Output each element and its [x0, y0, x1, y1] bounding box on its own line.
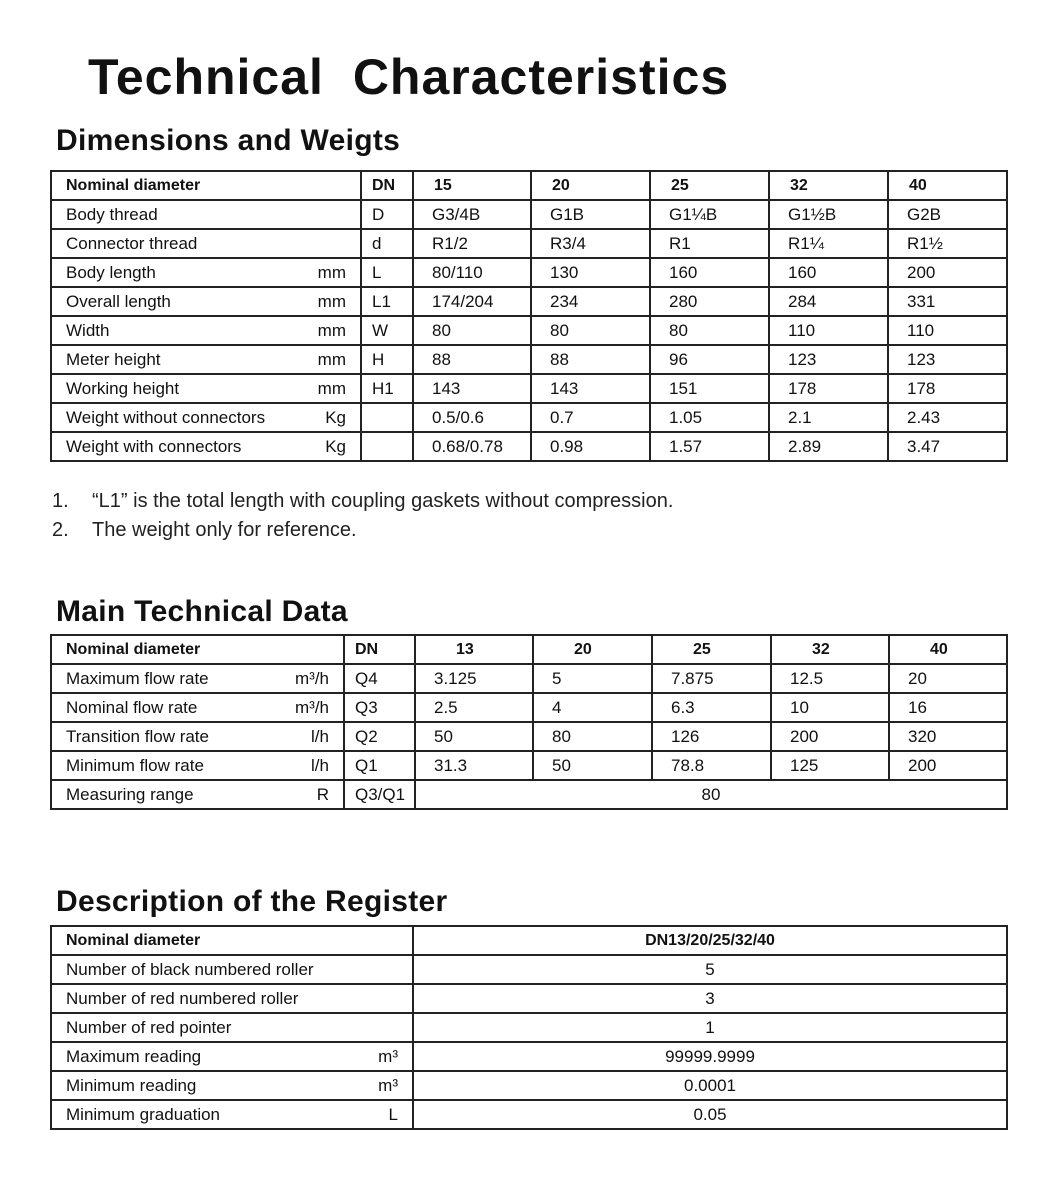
value-cell: 200: [889, 751, 1007, 780]
value-cell: 88: [531, 345, 650, 374]
table-row: [51, 1071, 1007, 1100]
measuring-range-row: [51, 780, 1007, 809]
table-row: [51, 693, 1007, 722]
value-cell: 50: [415, 722, 533, 751]
dimensions-table: [50, 170, 1008, 462]
table-row: [51, 403, 1007, 432]
value-cell: 320: [889, 722, 1007, 751]
row-label: Meter height: [66, 349, 161, 369]
row-label-cell: [51, 345, 361, 374]
row-label: Nominal flow rate: [66, 697, 198, 717]
value-cell: 0.0001: [413, 1071, 1007, 1100]
row-symbol: W: [361, 316, 413, 345]
row-label-cell: [51, 374, 361, 403]
row-label: Number of red pointer: [66, 1017, 232, 1037]
value-cell: 40: [889, 635, 1007, 664]
row-label: Minimum reading: [66, 1075, 197, 1095]
row-label-cell: [51, 693, 344, 722]
row-symbol: H1: [361, 374, 413, 403]
register-section-title: Description of the Register: [56, 885, 448, 918]
row-label: Overall length: [66, 291, 171, 311]
row-unit: Kg: [325, 436, 346, 456]
value-cell: 280: [650, 287, 769, 316]
row-unit: m³/h: [295, 697, 329, 717]
value-cell: 13: [415, 635, 533, 664]
row-unit: L: [388, 1104, 398, 1124]
row-label: Width: [66, 320, 110, 340]
value-cell: G1B: [531, 200, 650, 229]
table-row: [51, 1100, 1007, 1129]
row-symbol: H: [361, 345, 413, 374]
row-label-cell: [51, 635, 344, 664]
row-label: Nominal diameter: [66, 640, 201, 658]
row-symbol: Q2: [344, 722, 415, 751]
note-number: 1.: [52, 490, 69, 512]
table-row: [51, 345, 1007, 374]
value-cell: 0.68/0.78: [413, 432, 531, 461]
row-label: Body length: [66, 262, 156, 282]
dimensions-section-title: Dimensions and Weigts: [56, 124, 401, 157]
row-symbol: DN: [344, 635, 415, 664]
value-cell: 80: [650, 316, 769, 345]
table-row: [51, 316, 1007, 345]
value-cell: G2B: [888, 200, 1007, 229]
value-cell: 0.05: [413, 1100, 1007, 1129]
value-cell: 178: [888, 374, 1007, 403]
value-cell: 31.3: [415, 751, 533, 780]
row-label: Working height: [66, 378, 180, 398]
row-unit: l/h: [311, 755, 329, 775]
row-symbol: [361, 403, 413, 432]
value-cell: 32: [771, 635, 889, 664]
row-unit: Kg: [325, 407, 346, 427]
value-cell: 78.8: [652, 751, 771, 780]
value-cell: 7.875: [652, 664, 771, 693]
row-label: Weight without connectors: [66, 407, 266, 427]
value-cell: 25: [652, 635, 771, 664]
row-symbol: L1: [361, 287, 413, 316]
value-cell: R3/4: [531, 229, 650, 258]
value-cell: 160: [769, 258, 888, 287]
row-label-cell: [51, 432, 361, 461]
value-cell: DN13/20/25/32/40: [413, 926, 1007, 955]
table-row: [51, 955, 1007, 984]
table-row: [51, 432, 1007, 461]
row-unit: mm: [317, 291, 346, 311]
row-unit: mm: [317, 378, 346, 398]
value-cell: 1.05: [650, 403, 769, 432]
row-symbol: Q3/Q1: [344, 780, 415, 809]
row-label-cell: [51, 984, 413, 1013]
value-cell: 151: [650, 374, 769, 403]
table-row: [51, 200, 1007, 229]
row-label: Minimum graduation: [66, 1104, 221, 1124]
row-label: Maximum flow rate: [66, 668, 209, 688]
row-unit: mm: [317, 262, 346, 282]
row-symbol: Q1: [344, 751, 415, 780]
measuring-range-value: 80: [415, 780, 1007, 809]
value-cell: G3/4B: [413, 200, 531, 229]
row-label: Number of black numbered roller: [66, 959, 314, 979]
dimensions-note-2: [52, 519, 357, 542]
row-symbol: L: [361, 258, 413, 287]
value-cell: 200: [888, 258, 1007, 287]
value-cell: R1: [650, 229, 769, 258]
table-row: [51, 984, 1007, 1013]
dimensions-note-1: [52, 490, 673, 513]
row-label: Transition flow rate: [66, 726, 209, 746]
value-cell: 331: [888, 287, 1007, 316]
row-label: Nominal diameter: [66, 931, 201, 949]
value-cell: 0.98: [531, 432, 650, 461]
row-label-cell: [51, 722, 344, 751]
value-cell: 80: [531, 316, 650, 345]
row-symbol: [361, 432, 413, 461]
value-cell: 15: [413, 171, 531, 200]
value-cell: 3: [413, 984, 1007, 1013]
row-label: Connector thread: [66, 233, 198, 253]
row-label: Maximum reading: [66, 1046, 202, 1066]
row-label-cell: [51, 316, 361, 345]
row-symbol: Q4: [344, 664, 415, 693]
technical-section-title: Main Technical Data: [56, 595, 348, 628]
note-text: The weight only for reference.: [92, 519, 357, 541]
row-label: Body thread: [66, 204, 158, 224]
row-label: Measuring range: [66, 784, 194, 804]
note-text: “L1” is the total length with coupling gaskets without compression.: [92, 490, 674, 512]
table-row: [51, 751, 1007, 780]
value-cell: 123: [769, 345, 888, 374]
value-cell: 3.47: [888, 432, 1007, 461]
value-cell: 0.5/0.6: [413, 403, 531, 432]
value-cell: 125: [771, 751, 889, 780]
value-cell: 20: [531, 171, 650, 200]
row-unit: mm: [317, 320, 346, 340]
page-title: Technical Characteristics: [88, 49, 730, 105]
value-cell: 110: [888, 316, 1007, 345]
row-unit: R: [316, 784, 329, 804]
register-table: [50, 925, 1008, 1130]
row-label-cell: [51, 287, 361, 316]
value-cell: 174/204: [413, 287, 531, 316]
table-row: [51, 722, 1007, 751]
value-cell: 200: [771, 722, 889, 751]
value-cell: 160: [650, 258, 769, 287]
row-label-cell: [51, 780, 344, 809]
value-cell: 32: [769, 171, 888, 200]
value-cell: 5: [533, 664, 652, 693]
row-label-cell: [51, 955, 413, 984]
note-number: 2.: [52, 519, 69, 541]
value-cell: 5: [413, 955, 1007, 984]
table-row: [51, 287, 1007, 316]
value-cell: 6.3: [652, 693, 771, 722]
value-cell: 126: [652, 722, 771, 751]
table-row: [51, 1013, 1007, 1042]
value-cell: 123: [888, 345, 1007, 374]
row-label: Weight with connectors: [66, 436, 242, 456]
row-label: Nominal diameter: [66, 176, 201, 194]
value-cell: 88: [413, 345, 531, 374]
value-cell: 3.125: [415, 664, 533, 693]
value-cell: 80/110: [413, 258, 531, 287]
table-header-row: [51, 926, 1007, 955]
value-cell: 12.5: [771, 664, 889, 693]
table-row: [51, 258, 1007, 287]
row-unit: mm: [317, 349, 346, 369]
value-cell: 130: [531, 258, 650, 287]
row-unit: m³: [378, 1046, 398, 1066]
value-cell: 25: [650, 171, 769, 200]
value-cell: 143: [531, 374, 650, 403]
row-label-cell: [51, 403, 361, 432]
value-cell: 10: [771, 693, 889, 722]
row-label-cell: [51, 258, 361, 287]
row-label: Minimum flow rate: [66, 755, 204, 775]
value-cell: 1: [413, 1013, 1007, 1042]
row-unit: m³/h: [295, 668, 329, 688]
value-cell: 2.1: [769, 403, 888, 432]
row-label-cell: [51, 229, 361, 258]
value-cell: 2.43: [888, 403, 1007, 432]
row-symbol: d: [361, 229, 413, 258]
value-cell: 143: [413, 374, 531, 403]
value-cell: 4: [533, 693, 652, 722]
value-cell: 234: [531, 287, 650, 316]
value-cell: 1.57: [650, 432, 769, 461]
value-cell: 50: [533, 751, 652, 780]
value-cell: 99999.9999: [413, 1042, 1007, 1071]
value-cell: 40: [888, 171, 1007, 200]
row-label-cell: [51, 1071, 413, 1100]
technical-data-table: [50, 634, 1008, 810]
row-symbol: D: [361, 200, 413, 229]
value-cell: G1¼B: [650, 200, 769, 229]
row-unit: l/h: [311, 726, 329, 746]
value-cell: 284: [769, 287, 888, 316]
value-cell: 20: [889, 664, 1007, 693]
row-label-cell: [51, 926, 413, 955]
value-cell: 80: [413, 316, 531, 345]
value-cell: 80: [533, 722, 652, 751]
value-cell: 96: [650, 345, 769, 374]
value-cell: 178: [769, 374, 888, 403]
value-cell: 2.5: [415, 693, 533, 722]
table-header-row: [51, 171, 1007, 200]
table-row: [51, 229, 1007, 258]
row-symbol: Q3: [344, 693, 415, 722]
table-row: [51, 664, 1007, 693]
row-label-cell: [51, 200, 361, 229]
row-label-cell: [51, 1100, 413, 1129]
value-cell: 0.7: [531, 403, 650, 432]
value-cell: R1½: [888, 229, 1007, 258]
value-cell: 2.89: [769, 432, 888, 461]
table-header-row: [51, 635, 1007, 664]
row-label: Number of red numbered roller: [66, 988, 299, 1008]
table-row: [51, 1042, 1007, 1071]
value-cell: 110: [769, 316, 888, 345]
value-cell: R1/2: [413, 229, 531, 258]
value-cell: R1¼: [769, 229, 888, 258]
row-unit: m³: [378, 1075, 398, 1095]
row-label-cell: [51, 664, 344, 693]
row-label-cell: [51, 1042, 413, 1071]
table-row: [51, 374, 1007, 403]
value-cell: 16: [889, 693, 1007, 722]
value-cell: G1½B: [769, 200, 888, 229]
value-cell: 20: [533, 635, 652, 664]
row-label-cell: [51, 171, 361, 200]
row-label-cell: [51, 751, 344, 780]
row-label-cell: [51, 1013, 413, 1042]
row-symbol: DN: [361, 171, 413, 200]
